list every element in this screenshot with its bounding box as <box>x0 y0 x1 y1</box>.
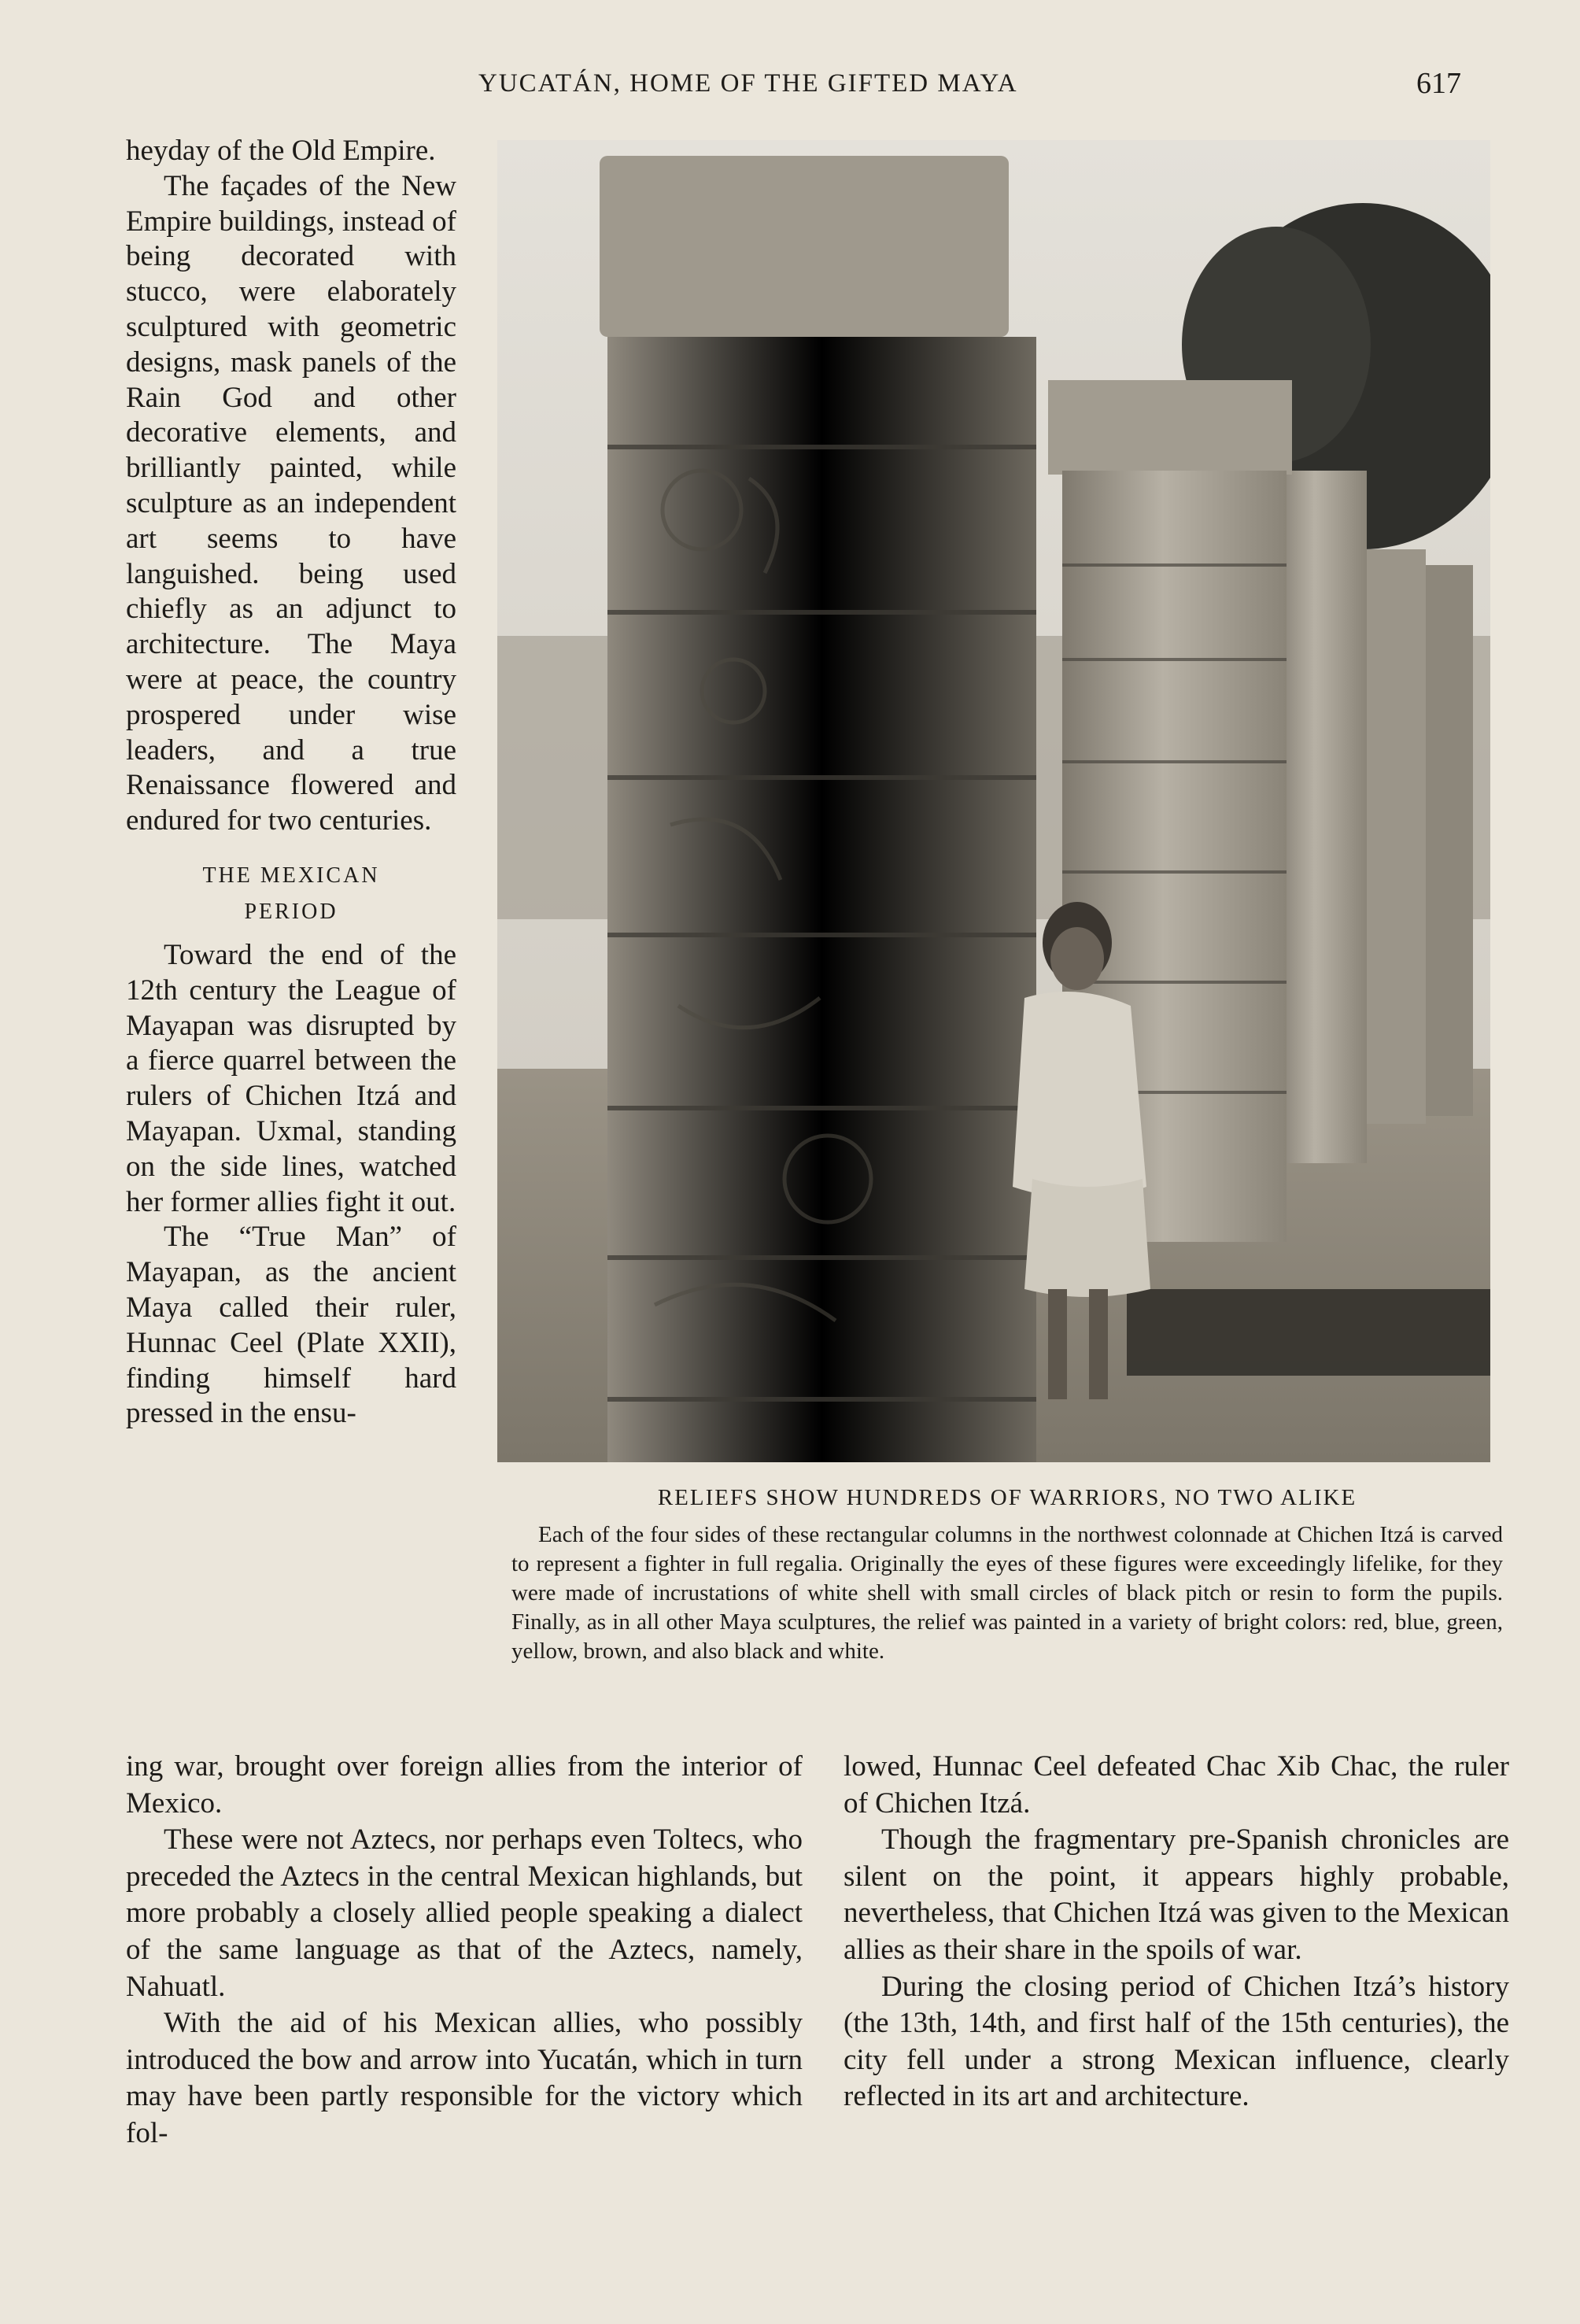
paragraph: ing war, brought over foreign allies from the interior of Mexico. <box>126 1750 803 1820</box>
photograph-carved-columns <box>497 140 1490 1462</box>
paragraph: Toward the end of the 12th century the League of Mayapan was disrupted by a fierce quarrel between the rulers of Chichen Itzá and Mayapan. Uxmal, standing on the side lines, watched her former allies fight it out. <box>126 938 456 1218</box>
paragraph: The “True Man” of Mayapan, as the ancient Maya called their ruler, Hunnac Ceel (Plate XXII), finding himself hard pressed in the ensu- <box>126 1221 456 1430</box>
paragraph: Though the fragmentary pre-Spanish chronicles are silent on the point, it appears highly probable, nevertheless, that Chichen Itzá was given to the Mexican allies as their share in the spoils of war. <box>844 1823 1509 1966</box>
caption-text: Each of the four sides of these rectangular columns in the northwest colonnade at Chichen Itzá is carved to represent a fighter in full regalia. Originally the eyes of these figures were exceedingly lifelike, for they were made of incrustations of white shell with small circles of black pitch or resin to form the pupils. Finally, as in all other Maya sculptures, the relief was painted in a variety of bright colors: red, blue, green, yellow, brown, and also black and white. <box>511 1522 1503 1664</box>
section-heading-line: PERIOD <box>244 899 338 924</box>
left-text-column <box>126 134 456 1432</box>
running-header <box>0 69 1580 109</box>
paragraph: With the aid of his Mexican allies, who possibly introduced the bow and arrow into Yucatán, which in turn may have been partly responsible for the victory which fol- <box>126 2007 803 2149</box>
running-title: YUCATÁN, HOME OF THE GIFTED MAYA <box>478 69 1018 98</box>
page-number: 617 <box>1416 67 1461 100</box>
paragraph: The façades of the New Empire buildings, instead of being decorated with stucco, were elaborately sculptured with geometric designs, mask panels of the Rain God and other decorative elements, and brilliantly painted, while sculpture as an independent art seems to have languished. being used chiefly as an adjunct to architecture. The Maya were at peace, the country prospered under wise leaders, and a true Renaissance flowered and endured for two centuries. <box>126 169 456 837</box>
section-heading-line: THE MEXICAN <box>202 863 380 888</box>
bottom-left-column <box>126 1749 803 2152</box>
photo-caption <box>511 1485 1503 1666</box>
paragraph: These were not Aztecs, nor perhaps even Toltecs, who preceded the Aztecs in the central Mexican highlands, but more probably a closely allied people speaking a dialect of the same language as that of the Aztecs, namely, Nahuatl. <box>126 1823 803 2003</box>
paragraph: heyday of the Old Empire. <box>126 135 436 167</box>
section-heading <box>126 858 456 930</box>
paragraph: During the closing period of Chichen Itzá’s history (the 13th, 14th, and first half of the 15th centuries), the city fell under a strong Mexican influence, clearly reflected in its art and architecture. <box>844 1970 1509 2113</box>
bottom-right-column <box>844 1749 1509 2115</box>
paragraph: lowed, Hunnac Ceel defeated Chac Xib Chac, the ruler of Chichen Itzá. <box>844 1750 1509 1820</box>
caption-title: RELIEFS SHOW HUNDREDS OF WARRIORS, NO TWO ALIKE <box>657 1485 1357 1510</box>
